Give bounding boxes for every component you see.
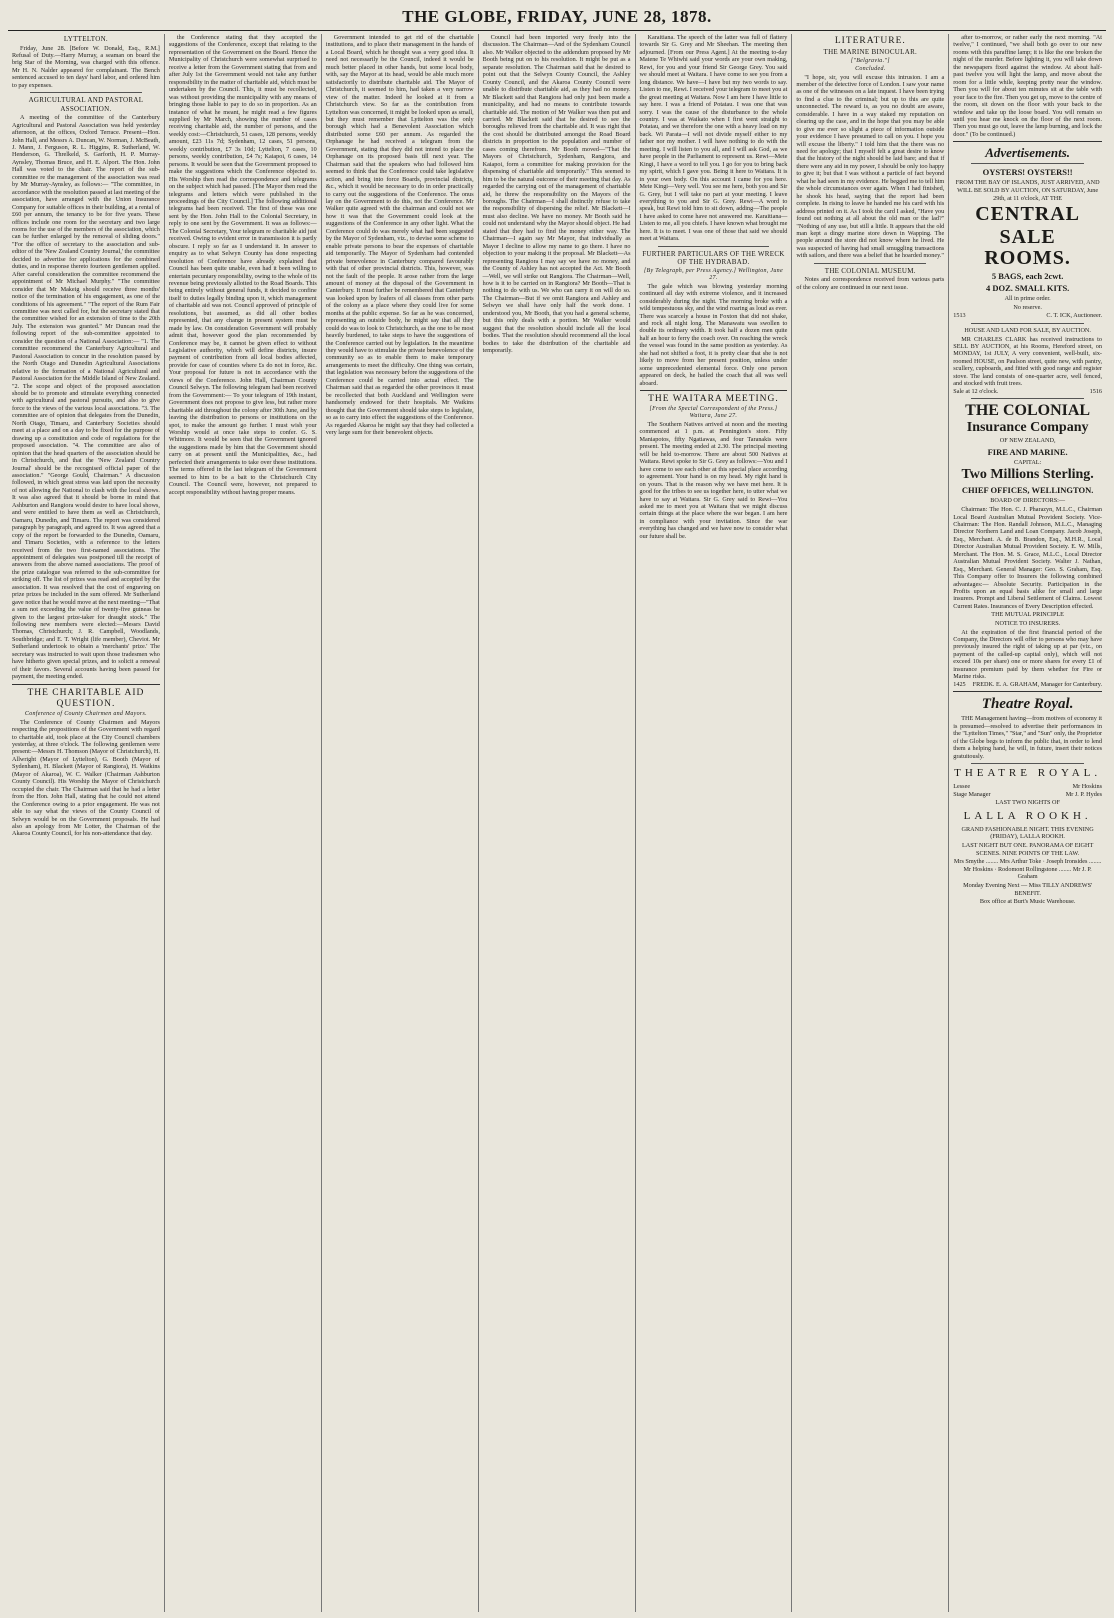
- waitara-heading: THE WAITARA MEETING.: [648, 394, 779, 405]
- waitara-subheading: [From the Special Correspondent of the Press.] Waitara, June 27.: [649, 406, 778, 420]
- grand-night: GRAND FASHIONABLE NIGHT. THIS EVENING (FRIDAY), LALLA ROOKH.: [961, 825, 1094, 841]
- cast-list: Mrs Smythe ........ Mrs Arthur Toke · Joseph Ironsides ........ Mr Hoskins · Rodomont Rollingstone ........ Mr J. P. Graham: [953, 858, 1102, 881]
- stage-manager-row: [953, 791, 1102, 799]
- masthead-rule: [8, 30, 1106, 31]
- lyttelton-text: Friday, June 28. [Before W. Donald, Esq., R.M.] Refusal of Duty.—Harry Murray, a seaman on board the brig Star of the Morning, was charged with this offence. Mr H. N. Nalder appeared for complainant. The Bench sentenced accused to ten days' hard labor, and ordered him to pay expenses.: [12, 44, 160, 89]
- theatre-notice: THE Management having—from motives of economy it is presumed—resolved to advertise their performances in the "Lyttelton Times," "Star," and "Sun" only, the Proprietor of the Globe begs to inform the public that, in order to lend them a helping hand, he will, in future, insert their notices gratuitously.: [953, 715, 1102, 760]
- divider: [658, 246, 770, 247]
- lalla-rookh-banner: LALLA ROOKH.: [963, 809, 1092, 822]
- notice-text: At the expiration of the first financial period of the Company, the Directors will offer to persons who may have previously insured the right of taking up at par (viz., on payment of the called-up capital only), which will not exceed 10s per share) one or more shares for every £1 of insurance premium paid by them whether for Fire or Marine risks.: [953, 628, 1102, 681]
- notice-heading: NOTICE TO INSURERS.: [994, 619, 1061, 627]
- literature-source: ["Belgravia."]: [850, 57, 890, 64]
- ad-ref: 1425: [953, 680, 966, 688]
- chief-offices: CHIEF OFFICES, WELLINGTON.: [961, 485, 1094, 496]
- board-heading: BOARD OF DIRECTORS:—: [990, 497, 1066, 505]
- museum-heading: THE COLONIAL MUSEUM.: [824, 266, 916, 275]
- columns: [8, 34, 1106, 1612]
- monday-benefit: Monday Evening Next — Miss TILLY ANDREWS' BENEFIT.: [963, 882, 1093, 897]
- insurance-company-heading: Insurance Company: [966, 420, 1089, 436]
- no-reserve: No reserve.: [1013, 303, 1042, 311]
- column-3: [322, 34, 479, 1612]
- ad-ref: 1516: [1089, 387, 1102, 395]
- oysters-details: FROM THE BAY OF ISLANDS, JUST ARRIVED, AND WILL BE SOLD BY AUCTION, ON SATURDAY, June 29th, at 11 o'clock, AT THE: [955, 179, 1100, 202]
- column-1: [8, 34, 165, 1612]
- divider: [971, 163, 1084, 164]
- auctioneer-row: [953, 312, 1102, 320]
- sale-rooms-heading: SALE ROOMS.: [984, 226, 1071, 270]
- divider: [971, 763, 1084, 764]
- lyttelton-heading: LYTTELTON.: [63, 35, 108, 43]
- lessee-name: Mr Hoskins: [1072, 783, 1102, 791]
- ad-ref: 1513: [953, 312, 966, 320]
- divider: [30, 92, 142, 93]
- central-heading: CENTRAL: [975, 203, 1081, 226]
- charitable-aid-subheading: Conference of County Chairmen and Mayors.: [24, 710, 147, 717]
- of-new-zealand: OF NEW ZEALAND,: [999, 437, 1056, 445]
- charitable-aid-continued: the Conference stating that they accepted the suggestions of the Conference, except that relating to the representation of the Government on the Board. Hence the Municipality of Christchurch were somewhat surprised to receive a letter from the Government stating that from and after July 1st the Government would not take any further responsibility in the matter of charitable aid, which must be undertaken by the Council. This, it must be recollected, was without providing the municipality with any means of bringing those liable to pay to do so in proportion. As an instance of what he meant, he might read a few figures supplied by Mr March, showing the number of cases receiving charitable aid, the number of persons, and the weekly cost:—Christchurch, 51 cases, 128 persons, weekly amount, £23 11s 7d; Sydenham, 12 cases, 51 persons, weekly contribution, £7 3s 10d; Lyttelton, 7 cases, 10 persons, weekly contribution, £4 7s; Kaiapoi, 6 cases, 14 persons. It would be seen that the Government proposed to make the suggestions which the Conference objected to. His Worship then read the correspondence and telegrams on the subject which had passed. [The Mayor then read the telegrams and letters which were published in the proceedings of the City Council.] The following additional telegrams had been received. The first of these was one sent by the Hon. John Hall to the Colonial Secretary, in reply to one sent by the Government. It was as follows:— The Colonial Secretary, Your telegram re charitable aid just received. Owing to evident error in transmission it is partly obscure. I reply so far as I understand it. In answer to enquiry as to what Selwyn County has done respecting resolution of Conference have already explained that Council has been quite unable, even had it been willing to entertain pecuniary responsibility, owing to the whole of its revenue being previously allotted to the Road Boards. This being entirely without general funds, it decided to confine itself to duties legally binding upon it, which management of charitable aid was not. Council approved of principle of resolutions, but assumed, as did all other bodies represented, that any change in present system must be made by law. On consideration Government will probably admit that, however good the plan recommended by Conference may be, it cannot be given effect to without Legislative authority, which will define districts, insure payment of contribution from all local bodies affected, provide for case of counties where £s do not in force, &c. Your proposal for future is not in accordance with the views of the Conference. John Hall, Chairman County Council Selwyn. The following telegram had been received from the Government:— To your telegram of 19th instant, Government does not propose to give less, but rather more charitable aid throughout the colony after 30th June, and by leaving the distribution to persons or institutions on the spot, to make the amount go further. I must wish your Worship would at once take steps to confer. G. S. Whitmore. It would be seen that the Government ignored the suggestions made by him that the Government should carry on at present until the Municipalities, &c., had perfected their arrangements to take over these institutions. The terms offered in the last telegram of the Government seemed to him to be a bait to the Christchurch City Council. The Council were, however, not prepared to accept responsibility without having proper means.: [168, 34, 317, 496]
- colonial-heading: THE COLONIAL: [965, 402, 1091, 420]
- graham-row: [953, 681, 1102, 689]
- marine-binocular-heading: THE MARINE BINOCULAR.: [823, 48, 918, 56]
- oysters-heading: OYSTERS! OYSTERS!!: [982, 167, 1073, 178]
- charitable-aid-continued-3: Council had been imported very freely into the discussion. The Chairman—And of the Sydenham Council also. Mr Walker objected to the addendum proposed by Mr Booth being put on to his resolution. It might be put as a separate resolution. The Chairman said that he desired to point out that the Selwyn County Council, the Ashley County Council, and the Akaroa County Council were unable to distribute charitable aid, as they had no money. Mr Blackett said that Rangiora had only just been made a municipality, and had no means to contribute towards charitable aid. The motion of Mr Walker was then put and carried. Mr Blackett said that he desired to see the boroughs relieved from the charitable aid. It was right that the cost should be distributed amongst the Road Board districts in proportion to the population and number of cases coming therefrom. Mr Booth moved—"That the Mayors of Christchurch, Sydenham, Rangiora, and Kaiapoi, form a committee for making provision for the dispensing of charitable aid temporarily." This seemed to him to be the natural outcome of their meeting that day. As regarded the carrying out of the management of charitable aid, he threw the responsibility on the Mayors of the boroughs. The Chairman—I shall distinctly refuse to take the responsibility of dispersing the relief. Mr Blackett—I must also decline. We have no money. Mr Booth said he could not understand why the Mayor should object. He had stated that they had to find the money either way. The Chairman—I again say Mr Mayor, that individually as Mayor I decline to allow my name to go there. I have no objection to your making it the proposal. Mr Blackett—As representing Rangiora I may say we have no money, and the County of Ashley has not accepted the Act. Mr Booth—Well, we will strike out Rangiora. The Chairman—Well, how is it to be carried on in Rangiora? Mr Booth—That is nothing to do with us. We who can carry it on will do so. The Chairman—But if we omit Rangiora and Ashley and Selwyn we shall have only half the work done. I understood you, Mr Booth, that you had a general scheme, but this only deals with a portion. Mr Walker would suggest that the resolution should include all the local bodies. That the resolution should recommend all the local bodies to take the distribution of the charitable aid temporarily.: [482, 34, 631, 355]
- house-land-heading: HOUSE AND LAND FOR SALE, BY AUCTION.: [964, 326, 1091, 334]
- agricultural-text: A meeting of the committee of the Canterbury Agricultural and Pastoral Association was held yesterday afternoon, at the offices, Oxford Terrace. Present—Hon. John Hall, and Messrs A. Duncan, W. Norman, J. McBeath, J. Mann, J. Ferguson, R. L. Higgins, R. Sutherland, W. Henderson, G. Threlkeld, S. Garforth, H. P. Murray-Aynsley, Thomas Bruce, and H. E. Alport. The Hon. John Hall was voted to the chair. The report of the sub-committee re the management of the association was read by Mr Murray-Aynsley, as follows:— "The committee, in accordance with the resolution passed at last meeting of the association, have arranged with the Union Insurance Company for suitable offices in their building, at a rental of £60 per annum, the tenancy to be for five years. These offices include one room for the secretary and two large rooms for the use of the members of the association, which can be further enlarged by the removal of sliding doors." "For the office of secretary to the association and sub-editor of the 'New Zealand Country Journal,' the committee decided to advertise for applications for the combined duties, and in response thereto fourteen gentlemen applied. After careful consideration the committee recommend the appointment of Mr Michael Murphy." "The committee consider that Mr Makeig should receive three months' notice of the termination of his engagement, as one of the conditions of his agreement." "The report of the Rum Fair committee was next called for, but the secretary stated that the committee wished for an extension of time to the 20th July. The extension was granted." Mr Duncan read the following report of the sub-committee appointed to consider the question of a National Association:— "1. The committee recommend the Canterbury Agricultural and Pastoral Association to concur in the resolution passed by the North Otago and Dunedin Agricultural Associations relative to the formation of a National Agricultural and Pastoral Association for the Middle Island of New Zealand. "2. The scope and object of the proposed association should be to promote and stimulate everything connected with agricultural and pastoral pursuits, and also to give force to the views of the various local associations. "3. The committee are of opinion that delegates from the Dunedin, North Otago, Timaru, and Canterbury Societies should meet at a place and on a day to be fixed for the purpose of drawing up a constitution and code of regulations for the proposed association. "4. The committee are also of opinion that the head quarters of the association should be in Christchurch, and that the 'New Zealand Country Journal' should be the recognised official paper of the association." "George Gould, Chairman." A discussion followed, in which great stress was laid upon the necessity of not allowing the National to clash with the local shows. It was also agreed that it should be borne in mind that Ashburton and Rangiora would desire to have local shows, and were entitled to have them as well as Christchurch, Oamaru, Dunedin, and Timaru. The report was considered paragraph by paragraph, and agreed to. It was agreed that a copy of the report be forwarded to the Dunedin, Oamaru, and Timaru Societies, with a reference to the letters received from the two first-named associations. The appointment of delegates was postponed till the receipt of answers from the above named associations. The proof of the prize catalogue was referred to the sub-committee for striking off. The list of prizes was read and accepted by the association. It was resolved that the cost of engraving on prize prizes be included in the sum offered. Mr Sutherland gave notice that he would move at the next meeting—"That a sum not exceeding the value of twenty-five guineas be given to the largest prize-taker for draught stock." The following new members were elected:—Messrs David Thomas, Christchurch; J. R. Campbell, Woodlands, Southbridge; and E. T. Wright (life member), Cheviot. Mr Sutherland undertook to obtain a 'merchants' prize.' The secretary was instructed to wait upon those tradesmen who have hitherto given special prizes, and to solicit a renewal of their favors. Several accounts having been passed for payment, the meeting ended.: [12, 114, 160, 681]
- masthead: THE GLOBE, FRIDAY, JUNE 28, 1878.: [402, 7, 712, 26]
- advertisements-heading: Advertisements.: [985, 145, 1071, 161]
- column-4: [479, 34, 636, 1612]
- lessee-label: Lessee: [953, 783, 971, 791]
- charitable-aid-text: The Conference of County Chairmen and Mayors respecting the propositions of the Government with regard to charitable aid, took place at the City Council chambers yesterday, at three o'clock. The following gentlemen were present:—Messrs H. Thomson (Mayor of Christchurch), H. Allwright (Mayor of Lyttelton), G. Booth (Mayor of Sydenham), H. Blackett (Mayor of Rangiora), H. Watkins (Mayor of Akaroa), W. C. Walker (Chairman Ashburton County Council). His Worship the Mayor of Christchurch occupied the chair. The Chairman said that he had a letter from the Hon. John Hall, stating that he could not attend the Conference owing to a prior engagement. He was not able to say what the views of the County Council of Selwyn would be on the Government proposals. He had also an apology from Mr Lotter, the Chairman of the Akaroa County Council, for his non-attendance that day.: [12, 718, 160, 838]
- hydrabad-subheading: [By Telegraph, per Press Agency.] Wellington, June 27.: [643, 267, 783, 281]
- museum-text: Notes and correspondence received from various parts of the colony are continued in our next issue.: [796, 276, 945, 291]
- hydrabad-text: The gale which was blowing yesterday morning continued all day with extreme violence, and it increased considerably during the night. The morning broke with a wild tempestuous sky, and the wind roaring as loud as ever. There was scarcely a house in Foxton that did not shake, and rock all night long. The Manawatu was swollen to double its ordinary width. It took half a dozen men quite half an hour to ferry the coach over. On reaching the wreck the vessel was found in the same position as yesterday. As she had not shifted a foot, it is pretty clear that she is not likely to move from her present position, unless under some unprecedented elemental force. Only one person appeared on deck, he hailed the coach that all was well aboard.: [639, 282, 788, 387]
- theatre-royal-heading: Theatre Royal.: [981, 696, 1074, 713]
- sale-time: Sale at 12 o'clock.: [953, 387, 999, 395]
- divider: [953, 141, 1102, 142]
- fire-marine: FIRE AND MARINE.: [987, 446, 1068, 457]
- box-office: Box office at Burt's Music Warehouse.: [979, 898, 1076, 906]
- capital-label: CAPITAL:: [1013, 458, 1042, 466]
- waitara-text: The Southern Natives arrived at noon and the meeting commenced at 1 p.m. at Pennington's store. Fifty Maniapotos, fifty Ngatiawas, and four Taranakis were present. The meeting ended at 2.30. The principal meeting will be held to-morrow. There are about 500 Natives at Waitara. Rewi spoke to Sir G. Grey as follows:—You and I have come to see each other at this special place according to agreement. Your hand is on my head. My right hand is on yours. That is the reason why we have met here. It is good for the tribes to see us together here, to utter what we have to say at Waitara. Sir G. Grey said to Rewi—You asked me to meet you at Waitara that we might discuss certain things at the place where the war began. I am here in compliance with your invitation. Since the war everything has changed and we have now to consider what our future shall be.: [639, 421, 788, 540]
- prime-order: All in prime order.: [1004, 295, 1051, 303]
- divider: [971, 323, 1084, 324]
- literature-heading: LITERATURE.: [834, 36, 906, 46]
- last-night-but-one: LAST NIGHT BUT ONE. PANORAMA OF EIGHT SCENES. NINE POINTS OF THE LAW.: [961, 842, 1094, 857]
- divider: [971, 398, 1084, 399]
- mutual-principle: THE MUTUAL PRINCIPLE: [991, 611, 1064, 619]
- sale-time-row: [953, 388, 1102, 396]
- literature-concluded: Concluded.: [855, 65, 886, 72]
- divider: [953, 691, 1102, 692]
- column-5: [636, 34, 793, 1612]
- kits-line: 4 DOZ. SMALL KITS.: [985, 283, 1070, 294]
- auctioneer-name: C. T. ICK, Auctioneer.: [1046, 312, 1102, 320]
- column-6: [792, 34, 949, 1612]
- column-7-advertisements: [949, 34, 1106, 1612]
- directors-text: Chairman: The Hon. C. J. Pharazyn, M.L.C., Chairman Local Board Australian Mutual Provident Society. Vice-Chairman: The Hon. Randall Johnson, M.L.C., Managing Director Northern Land and Loan Company. Jacob Joseph, Esq., Merchant. A. de B. Brandon, Esq., M.H.R., Local Director Australian Mutual Provident Society. E. W. Mills, Merchant. The Hon. M. S. Grace, M.L.C., Local Director Australian Mutual Provident Society. Walter J. Nathan, Esq., Merchant. General Manager: Geo. S. Graham, Esq. This Company offer to Insurers the following combined advantages:— Absolute Security. Participation in the Profits upon an equal basis alike for small and large insurers. Prompt and Liberal Settlement of Claims. Lowest Current Rates. Insurances of Every Description effected.: [953, 506, 1102, 610]
- hydrabad-heading: FURTHER PARTICULARS OF THE WRECK OF THE HYDRABAD.: [642, 249, 785, 267]
- charitable-aid-heading: THE CHARITABLE AID QUESTION.: [27, 687, 145, 709]
- literature-text: "I hope, sir, you will excuse this intrusion. I am a member of the detective force of London. I saw your name as one of the witnesses on a late inquest. I have been trying to find a clue to the criminal; but up to this are quite unconnected. The reward is, as you no doubt are aware, considerable. I have in a way staked my reputation on clearing up the case, and in the hope that you may be able to give me ever so slight a piece of information outside your evidence I have presumed to call on you. I hope you will excuse the liberty." I told him that the there was no need for apology; that I myself felt a great desire to know that the history of the night should be laid bare; and that if there were any aid in my power, I should be only too happy to give it; but that I was without a particle of fact beyond what he had seen in my evidence. He begged me to tell him the whole circumstances over again. When I had finished, he shook his head, saying that the report had been complete. In rising to leave he handed me his card with his address printed on it. As I took the card I asked, "Have you found out nothing at all about the old man or the lad?" "Nothing of any use, but still a little. It appears that the old man kept a dingy marine store down in Wapping. The people around the store did not know where he lived. He was suspected of having had small smuggling transactions with sailors, and there was a belief that he hoarded money.": [796, 73, 945, 260]
- literature-continued: after to-morrow, or rather early the next morning. "At twelve," I continued, "we shall both go over to our new rooms with this paraffine lamp; it is like the one broken the night of the murder. Before lighting it, you will take down the newspapers fixed against the window. At about half-past twelve you will light the lamp, and move about the room for a little while, keeping pretty near the window. Then you will for about ten minutes sit at the table with your face to the fire. Then you get up, move to the centre of the room, sit down on the floor with your back to the window and take up the loose board. You will remain so until you hear me knock on the floor of the next room. Then you must go out, leave the lamp burning, and lock the door." (To be continued.): [953, 34, 1102, 138]
- stage-manager-name: Mr J. P. Hydes: [1065, 790, 1102, 798]
- column-2: [165, 34, 322, 1612]
- two-millions: Two Millions Sterling.: [961, 467, 1094, 483]
- last-two-nights: LAST TWO NIGHTS OF: [995, 799, 1060, 807]
- bags-line: 5 BAGS, each 2cwt.: [991, 271, 1064, 282]
- divider: [640, 390, 788, 391]
- graham-signature: FREDK. E. A. GRAHAM, Manager for Canterbury.: [972, 680, 1102, 688]
- agricultural-heading: AGRICULTURAL AND PASTORAL ASSOCIATION.: [28, 96, 144, 113]
- clark-auction-text: MR CHARLES CLARK has received instructions to SELL BY AUCTION, at his Rooms, Hereford street, on MONDAY, 1st JULY, A very convenient, well-built, six-roomed HOUSE, on Paulson street, quite new, with pantry, scullery, cupboards, and fitted with good range and register stove. The land consists of one-quarter acre, well fenced, and stocked with fruit trees.: [953, 335, 1102, 388]
- charitable-aid-continued-2: Government intended to get rid of the charitable institutions, and to place their management in the hands of a Local Board, which he thought was a very good idea. It need not necessarily be the Council, indeed it would be much better placed in other hands, but some local body, with, say the Mayor at its head, would be able much more satisfactorily to distribute charitable aid. The Mayor of Christchurch, it seemed to him, had taken a very narrow view of the matter. Indeed he looked at it from a Christchurch view. So far as the contribution from Lyttelton was concerned, it might be looked upon as small, but they must remember that Lyttelton was the only borough which had a Benevolent Association which distributed some £60 per annum. As regarded the Orphanage he had received a telegram from the Government, stating that they did not intend to place the Orphanage on its proposed basis till next year. The Chairman said that the speakers who had followed him seemed to think that the Conference could take legislative action, and bring into force Boards, provincial districts, &c., which it would be necessary to do in order practically to carry out the suggestions of the Conference. The onus lay on the Government to do this, not the Conference. Mr Walker quite agreed with the chairman and could not see how it was that the Government could look at the suggestions of the Conference in any other light. What the Conference could do was merely what had been suggested by the Mayor of Sydenham, viz., to devise some scheme to enable private persons to bear the expenses of charitable aid temporarily. The Mayor of Sydenham had contended private benevolence in Canterbury compared favourably with that of other provincial districts. This, however, was not the fault of the people. It arose rather from the large amount of money at the disposal of the Government in Canterbury. It must further be remembered that Canterbury was looked upon by loafers of all classes from other parts of the colony as a place where they could live for some months at the public expense. So far as he was concerned, representing an outside body, he might say that all they could do was to look to Christchurch, as the one to be most heavily burdened, to take steps to have the suggestions of the Conference carried out by legislation. In the meantime they would have to stimulate the private benevolence of the community so as to enable them to make temporary arrangements to meet the difficulty. One thing was certain, that legislation was necessary before the suggestions of the Conference could be carried into actual effect. The Chairman said that as regarded the other provinces it must be recollected that both Auckland and Wellington were handsomely endowed for their hospitals. Mr Watkins thought that the Government should take steps to legislate, so as to carry into effect the suggestions of the Conference. As regarded Akaroa he might say that they had collected a very large sum for their benevolent objects.: [325, 34, 474, 437]
- divider: [12, 684, 160, 685]
- stage-manager-label: Stage Manager: [953, 790, 991, 798]
- waitara-meeting-speeches: Karaitiana. The speech of the latter was full of flattery towards Sir G. Grey and Mr Sheehan. The meeting then adjourned. [From our Press Agent.] At the meeting to-day Matene Te Whiwhi said your words are your own making, Rewi, for you and your friend Sir George Grey. You said we should meet at Waitara. I have come to see you from a long distance. We have—I have but my two words to say. Listen to me, Rewi. I received your telegram to meet you at the great meeting at Waitara. Now I am here I have little to say here. I was a friend of Potatau. I was one that was sorry. I was the cause of the disturbance to the whole country. I was at Waikato when I first went straight to Potatau, and we therefore the one with a heavy load on my back. Wi Parata—I will not divide myself either to my father nor my mother. I will have nothing to do with the meeting. I will listen to you all, and I will ask God, as we have people in the Parliament to represent us. Rewi—Mete Kingi, I have a word to tell you. I go for you to bring back my spirit, which I gave you. Being it here to Waitara. It is in your own body. On this account I came for you here. Mete Kingi—Very well. You see me here, both you and Sir G. Grey, but I will take no part at your meeting. I leave everything to you and Sir G. Grey. Rewi—A word to speak, but Rewi told him to sit down, adding—The people I have asked to come have not answered me. Karaitiana—Listen to me, all you chiefs. I have known what brought me here. It is to meet. I was one of those that said we should meet at Waitara.: [639, 34, 788, 243]
- divider: [814, 263, 926, 264]
- lessee-row: [953, 783, 1102, 791]
- theatre-royal-banner: THEATRE ROYAL.: [954, 767, 1102, 780]
